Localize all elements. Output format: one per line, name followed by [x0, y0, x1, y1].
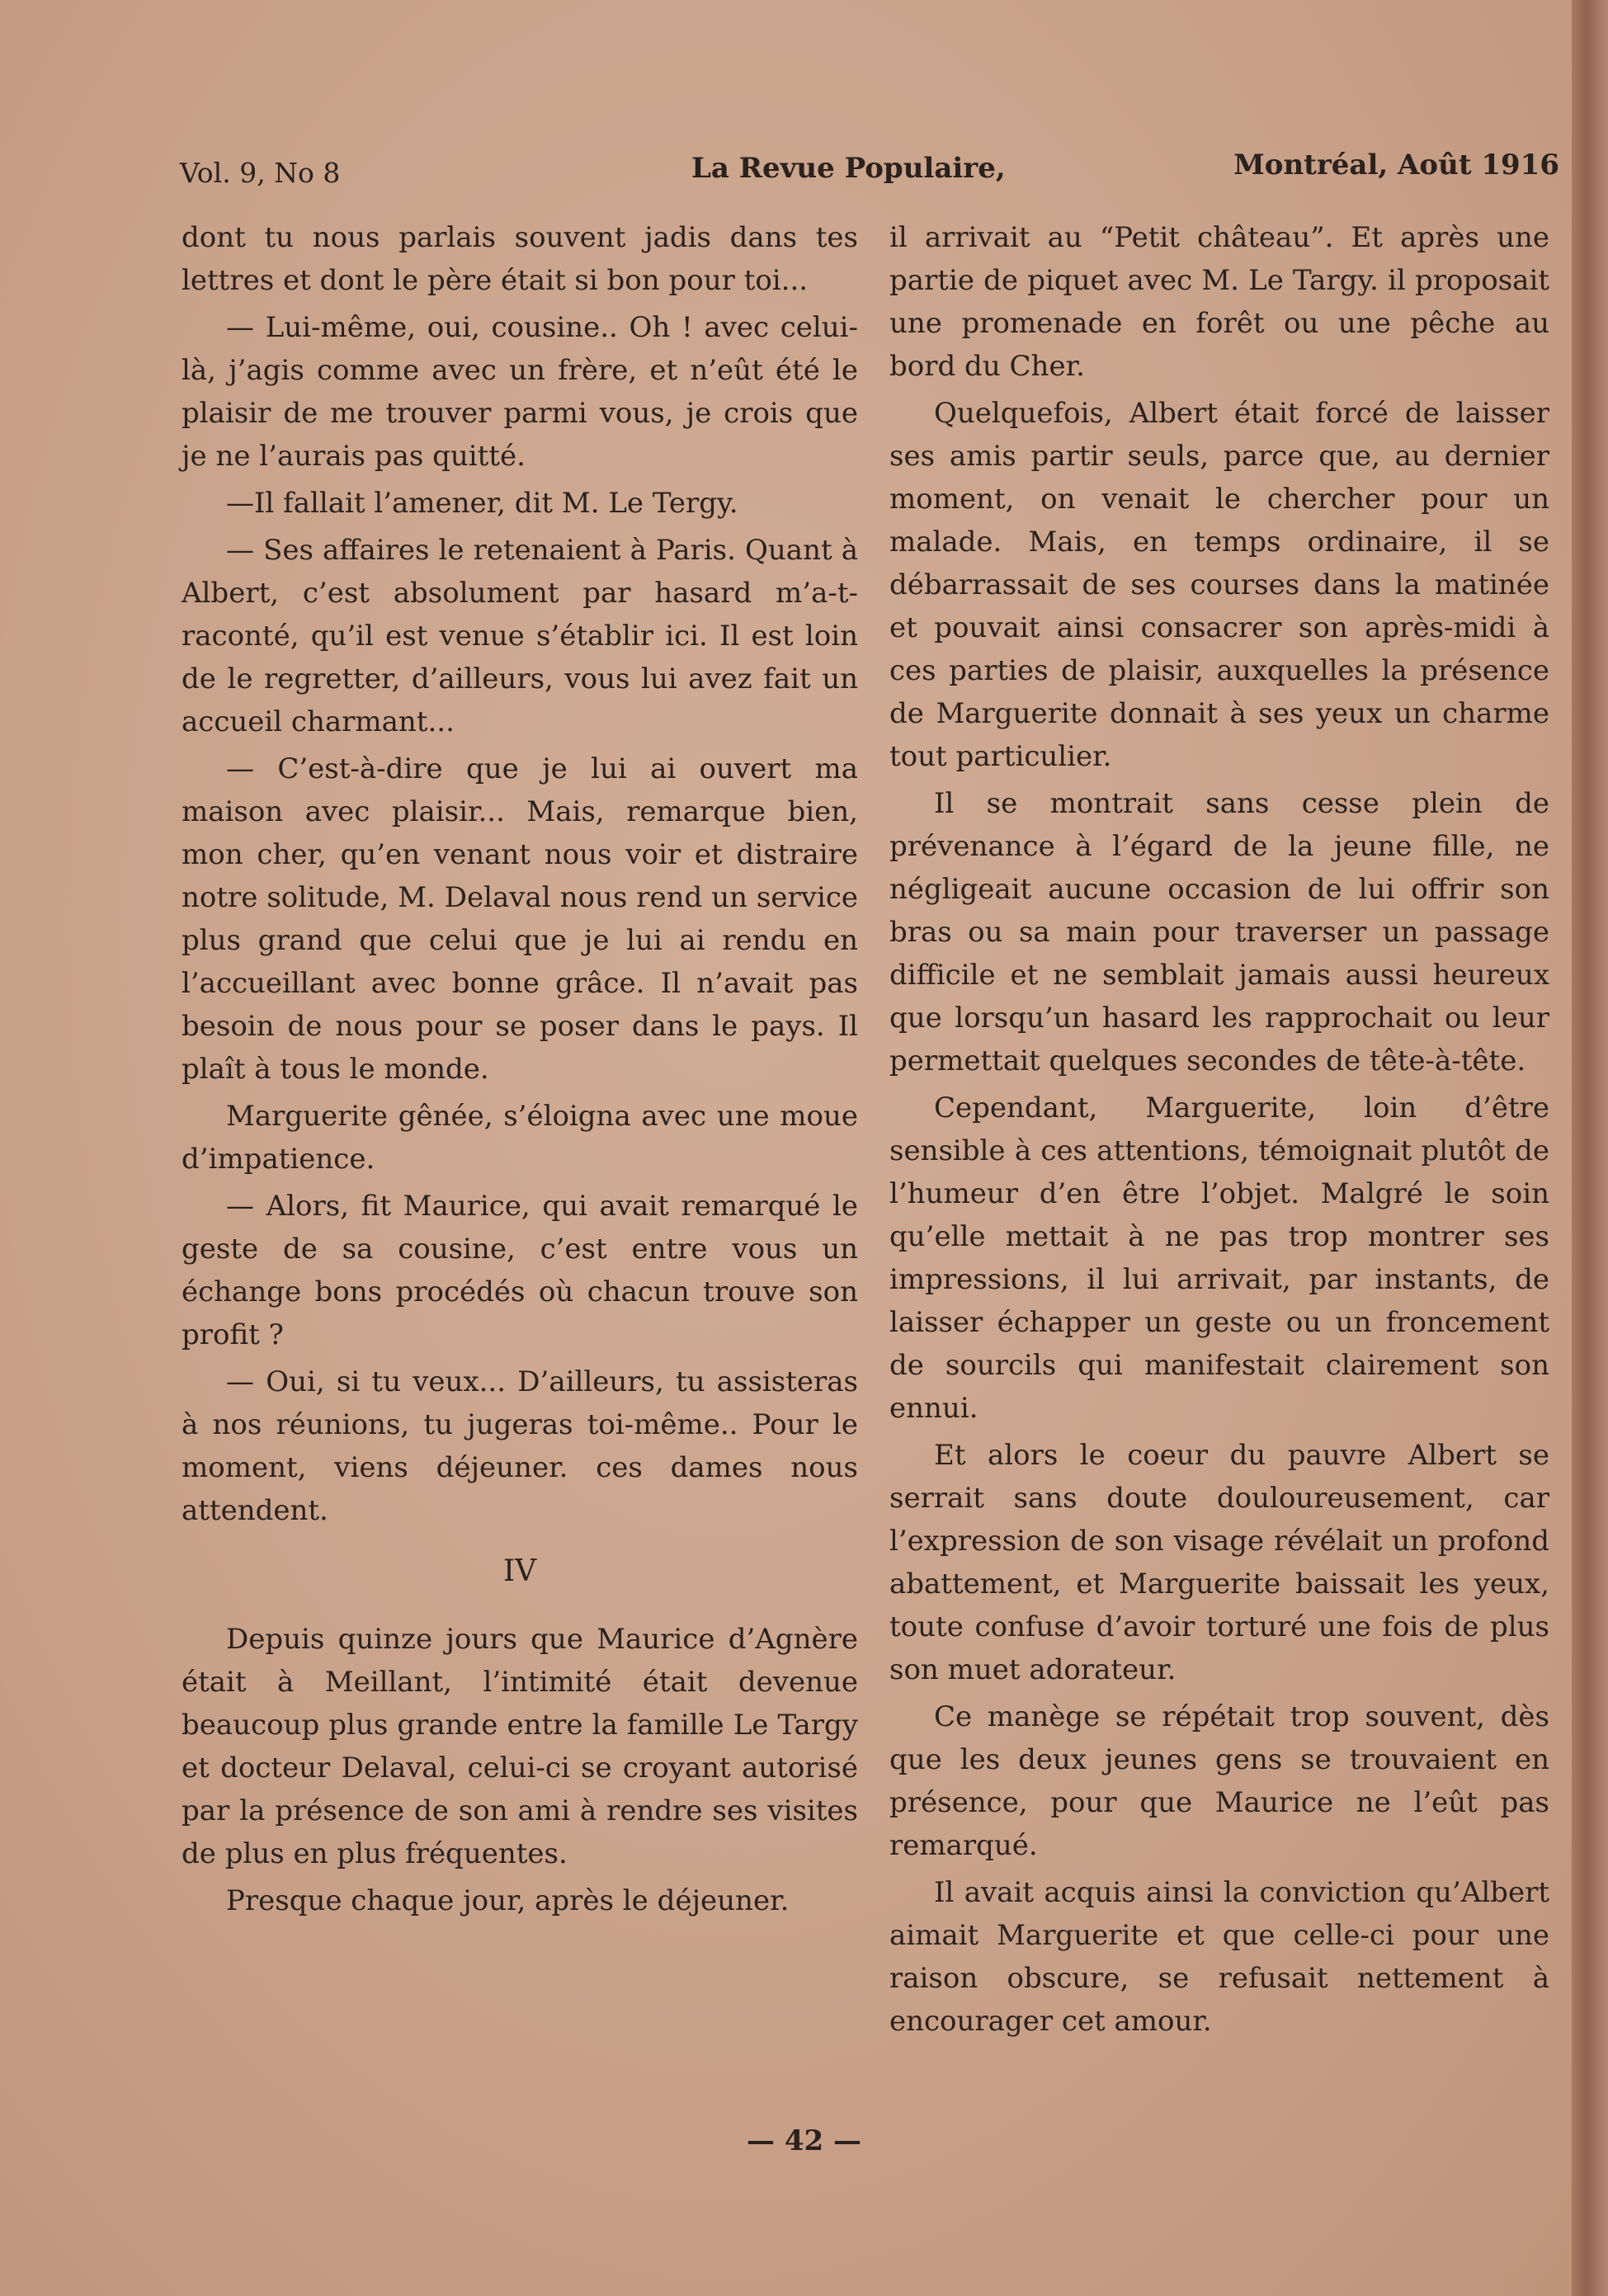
paragraph: Ce manège se répétait trop souvent, dès que les deux jeunes gens se trouvaient en présence, pour que Maurice ne l’eût pas remarqué.	[889, 1700, 1549, 1862]
paragraph: Presque chaque jour, après le déjeuner.	[226, 1884, 790, 1917]
right-column	[889, 216, 1549, 2047]
page-number: — 42 —	[747, 2124, 861, 2157]
paragraph: — Ses affaires le retenaient à Paris. Quant à Albert, c’est absolument par hasard m’a-t- raconté, qu’il est venue s’établir ici. Il est loin de le regretter, d’ailleurs, vous lui avez fait un accueil charmant...	[182, 534, 858, 738]
place-date: Montréal, Août 1916	[1233, 149, 1559, 182]
section-heading: IV	[502, 1554, 537, 1588]
paragraph: Cependant, Marguerite, loin d’être sensible à ces attentions, témoignait plutôt de l’humeur d’en être l’objet. Malgré le soin qu’elle mettait à ne pas trop montrer ses impressions, il lui arrivait, par instants, de laisser échapper un geste ou un froncement de sourcils qui manifestait clairement son ennui.	[889, 1091, 1549, 1425]
paragraph: — Alors, fit Maurice, qui avait remarqué le geste de sa cousine, c’est entre vous un échange bons procédés où chacun trouve son profit ?	[182, 1190, 858, 1351]
paragraph: Et alors le coeur du pauvre Albert se serrait sans doute douloureusement, car l’expression de son visage révélait un profond abattement, et Marguerite baissait les yeux, toute confuse d’avoir torturé une fois de plus son muet adorateur.	[889, 1439, 1549, 1686]
page-edge	[1572, 0, 1608, 2296]
paragraph: Marguerite gênée, s’éloigna avec une moue d’impatience.	[182, 1100, 858, 1176]
paragraph: — Lui-même, oui, cousine.. Oh ! avec celui-là, j’agis comme avec un frère, et n’eût été le plaisir de me trouver parmi vous, je crois que je ne l’aurais pas quitté.	[182, 311, 858, 473]
paragraph: Depuis quinze jours que Maurice d’Agnère était à Meillant, l’intimité était devenue beaucoup plus grande entre la famille Le Targy et docteur Delaval, celui-ci se croyant autorisé par la présence de son ami à rendre ses visites de plus en plus fréquentes.	[182, 1623, 858, 1870]
paragraph: — C’est-à-dire que je lui ai ouvert ma maison avec plaisir... Mais, remarque bien, mon cher, qu’en venant nous voir et distraire notre solitude, M. Delaval nous rend un service plus grand que celui que je lui ai rendu en l’accueillant avec bonne grâce. Il n’avait pas besoin de nous pour se poser dans le pays. Il plaît à tous le monde.	[182, 752, 858, 1086]
left-column	[182, 216, 858, 1926]
paragraph: —Il fallait l’amener, dit M. Le Tergy.	[226, 487, 738, 520]
paragraph: dont tu nous parlais souvent jadis dans tes lettres et dont le père était si bon pour toi...	[182, 221, 858, 297]
running-header	[180, 149, 1559, 198]
paragraph: Il se montrait sans cesse plein de prévenance à l’égard de la jeune fille, ne négligeait aucune occasion de lui offrir son bras ou sa main pour traverser un passage difficile et ne semblait jamais aussi heureux que lorsqu’un hasard les rapprochait ou leur permettait quelques secondes de tête-à-tête.	[889, 787, 1549, 1077]
paragraph: — Oui, si tu veux... D’ailleurs, tu assisteras à nos réunions, tu jugeras toi-même.. Pour le moment, viens déjeuner. ces dames nous attendent.	[182, 1365, 858, 1527]
paragraph: il arrivait au “Petit château”. Et après une partie de piquet avec M. Le Targy. il proposait une promenade en forêt ou une pêche au bord du Cher.	[889, 221, 1549, 383]
paragraph: Il avait acquis ainsi la conviction qu’Albert aimait Marguerite et que celle-ci pour une raison obscure, se refusait nettement à encourager cet amour.	[889, 1876, 1549, 2038]
volume-number: Vol. 9, No 8	[180, 157, 341, 189]
paragraph: Quelquefois, Albert était forcé de laisser ses amis partir seuls, parce que, au dernier moment, on venait le chercher pour un malade. Mais, en temps ordinaire, il se débarrassait de ses courses dans la matinée et pouvait ainsi consacrer son après-midi à ces parties de plaisir, auxquelles la présence de Marguerite donnait à ses yeux un charme tout particulier.	[889, 397, 1549, 773]
journal-title: La Revue Populaire,	[691, 152, 1006, 185]
